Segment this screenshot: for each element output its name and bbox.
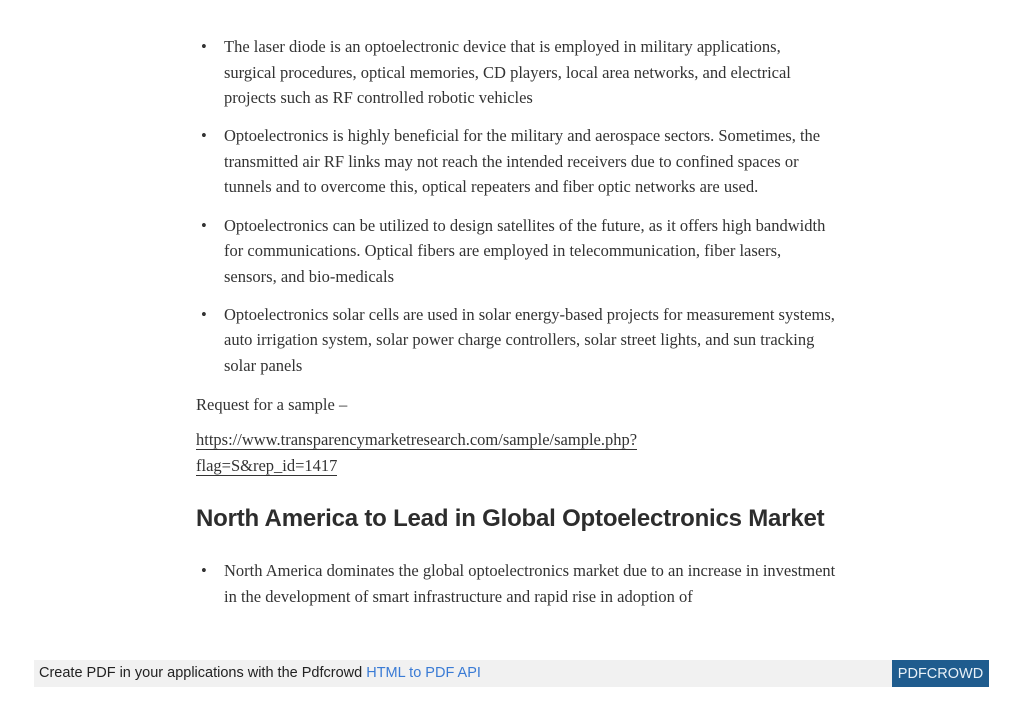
- bullet-icon: •: [201, 126, 207, 146]
- footer-message: Create PDF in your applications with the Pdfcrowd: [39, 665, 367, 681]
- bullet-icon: •: [201, 215, 207, 235]
- list-item-text: Optoelectronics can be utilized to design satellites of the future, as it offers high bandwidth for communications. Optical fibers are employed in telecommunication, fiber lasers, sensors, and bio-medicals: [224, 215, 826, 286]
- document-body: [196, 34, 836, 622]
- list-item: [196, 34, 836, 111]
- sample-link-block: [196, 427, 836, 478]
- list-item: [196, 302, 836, 379]
- list-item: [196, 123, 836, 200]
- section-bullet-list: [196, 558, 836, 609]
- footer-text: [39, 665, 481, 681]
- sample-link-line-1[interactable]: https://www.transparencymarketresearch.com/sample/sample.php?: [196, 430, 638, 450]
- list-item-text: Optoelectronics solar cells are used in solar energy-based projects for measurement systems, auto irrigation system, solar power charge controllers, solar street lights, and sun tracking solar panels: [224, 304, 835, 376]
- pdfcrowd-footer: [34, 660, 989, 687]
- bullet-icon: •: [201, 37, 207, 56]
- list-item-text: North America dominates the global optoelectronics market due to an increase in investment in the development of smart infrastructure and rapid rise in adoption of: [224, 561, 836, 606]
- list-item: [196, 558, 836, 609]
- pdfcrowd-brand-button[interactable]: PDFCROWD: [892, 660, 989, 687]
- footer-api-link[interactable]: HTML to PDF API: [366, 665, 481, 681]
- feature-bullet-list: [196, 34, 836, 379]
- bullet-icon: •: [201, 561, 207, 581]
- list-item: [196, 213, 836, 290]
- list-item-text: The laser diode is an optoelectronic device that is employed in military applications, surgical procedures, optical memories, CD players, local area networks, and electrical projects such as RF controlled robotic vehicles: [224, 37, 791, 108]
- request-sample-label: Request for a sample –: [196, 394, 348, 414]
- list-item-text: Optoelectronics is highly beneficial for the military and aerospace sectors. Sometimes, the transmitted air RF links may not reach the intended receivers due to confined spaces or tunnels and to overcome this, optical repeaters and fiber optic networks are used.: [224, 126, 821, 197]
- bullet-icon: •: [201, 304, 207, 324]
- section-heading: North America to Lead in Global Optoelectronics Market: [196, 505, 825, 533]
- sample-link-line-2[interactable]: flag=S&rep_id=1417: [196, 455, 338, 475]
